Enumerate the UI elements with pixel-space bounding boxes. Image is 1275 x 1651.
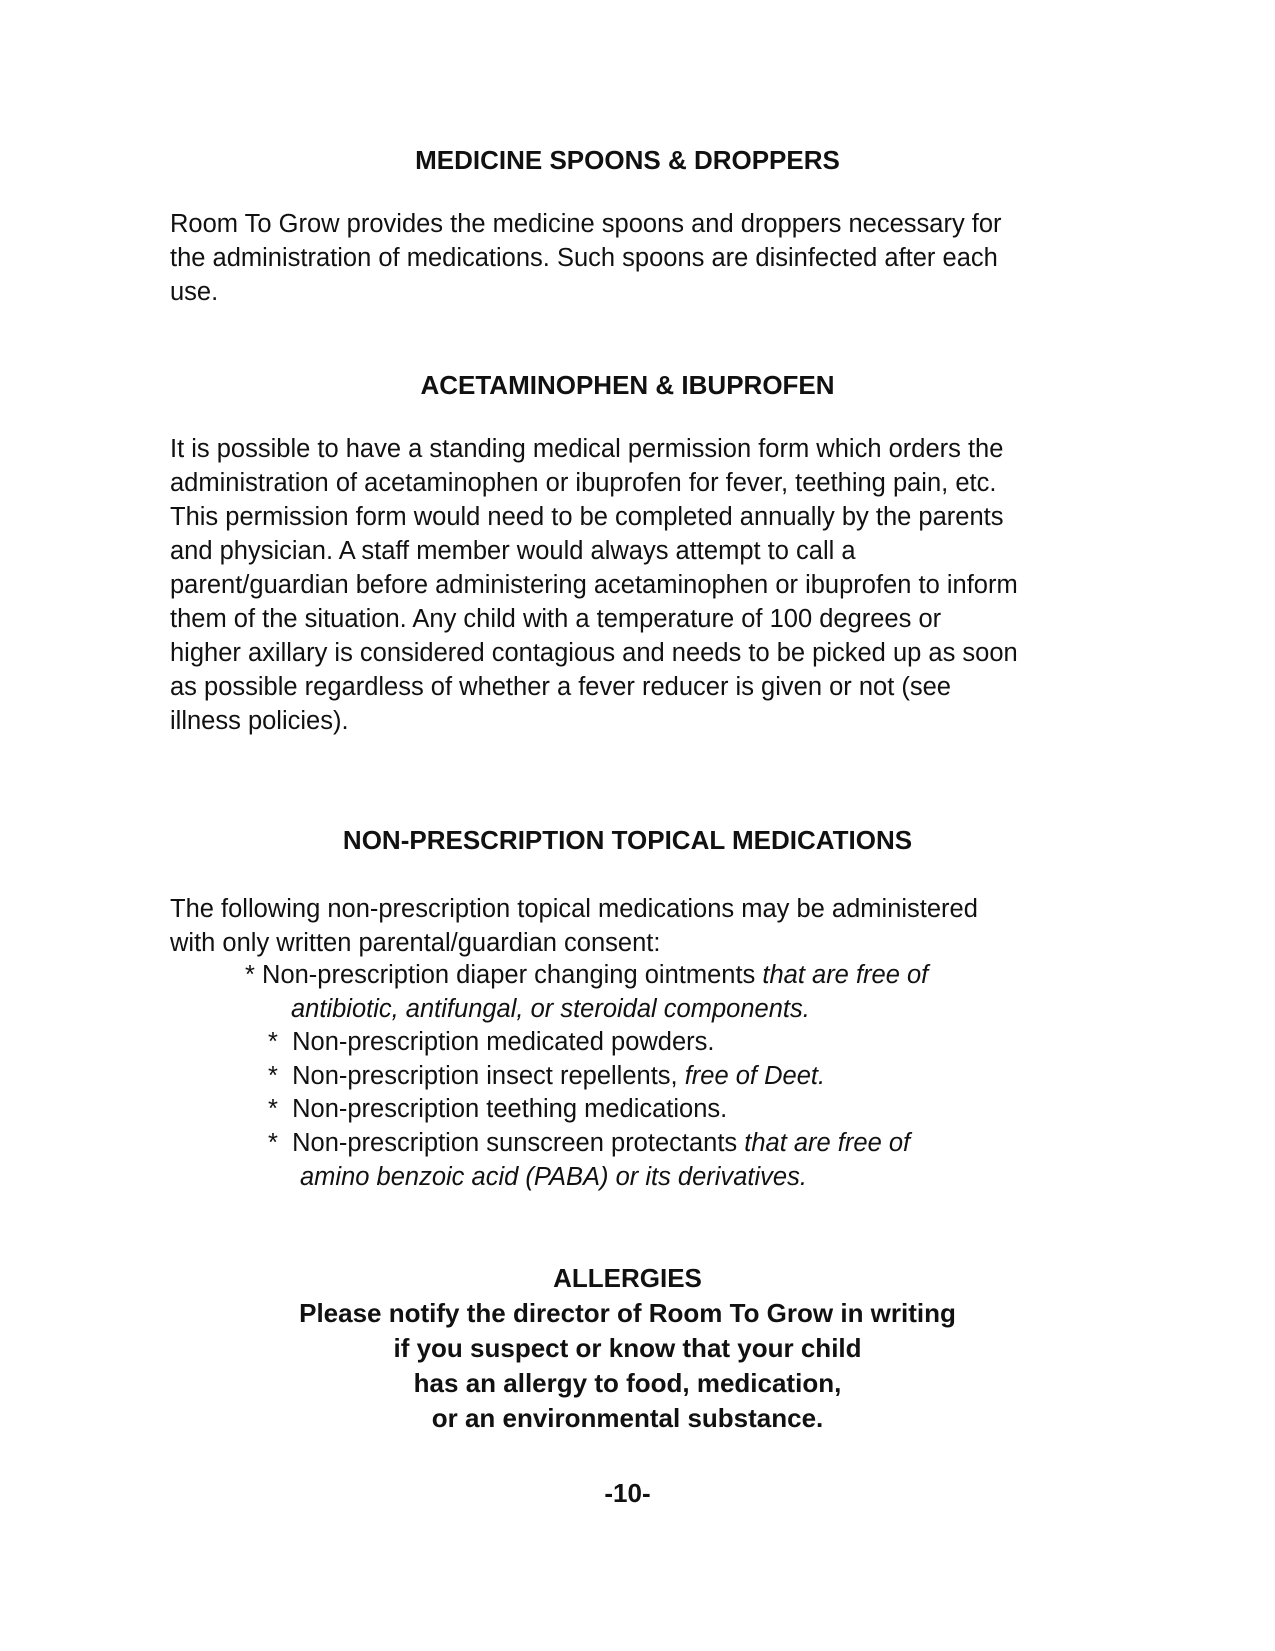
item-continuation-text: antibiotic, antifungal, or steroidal components. (291, 995, 810, 1023)
item-italic-text: free of Deet. (684, 1062, 826, 1090)
allergy-notice-line: has an allergy to food, medication, (413, 1368, 842, 1398)
text-line: It is possible to have a standing medical permission form which orders the (170, 435, 1004, 463)
item-italic-text: that are free of (744, 1129, 911, 1157)
item-italic-text: that are free of (762, 961, 929, 989)
section-heading-topical: NON-PRESCRIPTION TOPICAL MEDICATIONS (342, 825, 913, 855)
list-item (268, 1059, 825, 1093)
list-item-continuation (291, 992, 810, 1026)
section-heading-spoons: MEDICINE SPOONS & DROPPERS (415, 145, 840, 175)
bullet-star: * (268, 1095, 278, 1123)
text-line: the administration of medications. Such spoons are disinfected after each (170, 244, 998, 272)
item-continuation-text: amino benzoic acid (PABA) or its derivatives. (300, 1163, 807, 1191)
text-line: administration of acetaminophen or ibuprofen for fever, teething pain, etc. (170, 469, 997, 497)
bullet-star: * (268, 1129, 278, 1157)
paragraph-acetaminophen (170, 432, 1090, 738)
bullet-star: * (245, 961, 255, 989)
text-line: illness policies). (170, 707, 349, 735)
section-heading-acetaminophen: ACETAMINOPHEN & IBUPROFEN (420, 370, 835, 400)
text-line: The following non-prescription topical medications may be administered (170, 895, 978, 923)
text-line: higher axillary is considered contagious and needs to be picked up as soon (170, 639, 1018, 667)
paragraph-topical-intro (170, 892, 1090, 960)
section-heading-allergies: ALLERGIES (553, 1263, 702, 1293)
text-line: and physician. A staff member would always attempt to call a (170, 537, 856, 565)
allergy-notice-line: or an environmental substance. (431, 1403, 824, 1433)
item-text: Non-prescription diaper changing ointments (254, 961, 763, 989)
text-line: use. (170, 278, 219, 306)
list-item (268, 1092, 727, 1126)
text-line: with only written parental/guardian consent: (170, 929, 661, 957)
list-item (268, 1025, 714, 1059)
list-item-continuation (300, 1160, 807, 1194)
allergies-block (0, 1261, 1255, 1436)
text-line: Room To Grow provides the medicine spoons and droppers necessary for (170, 210, 1002, 238)
allergy-notice-line: if you suspect or know that your child (393, 1333, 862, 1363)
item-text: Non-prescription teething medications. (277, 1095, 728, 1123)
list-item (268, 1126, 910, 1160)
bullet-star: * (268, 1062, 278, 1090)
page-number: -10- (604, 1478, 651, 1508)
allergy-notice-line: Please notify the director of Room To Grow in writing (299, 1298, 956, 1328)
bullet-star: * (268, 1028, 278, 1056)
text-line: them of the situation. Any child with a temperature of 100 degrees or (170, 605, 942, 633)
paragraph-spoons (170, 207, 1090, 309)
item-text: Non-prescription medicated powders. (277, 1028, 715, 1056)
item-text: Non-prescription insect repellents, (277, 1062, 685, 1090)
text-line: as possible regardless of whether a fever reducer is given or not (see (170, 673, 951, 701)
list-item (245, 958, 928, 992)
text-line: parent/guardian before administering acetaminophen or ibuprofen to inform (170, 571, 1018, 599)
text-line: This permission form would need to be completed annually by the parents (170, 503, 1004, 531)
item-text: Non-prescription sunscreen protectants (277, 1129, 745, 1157)
